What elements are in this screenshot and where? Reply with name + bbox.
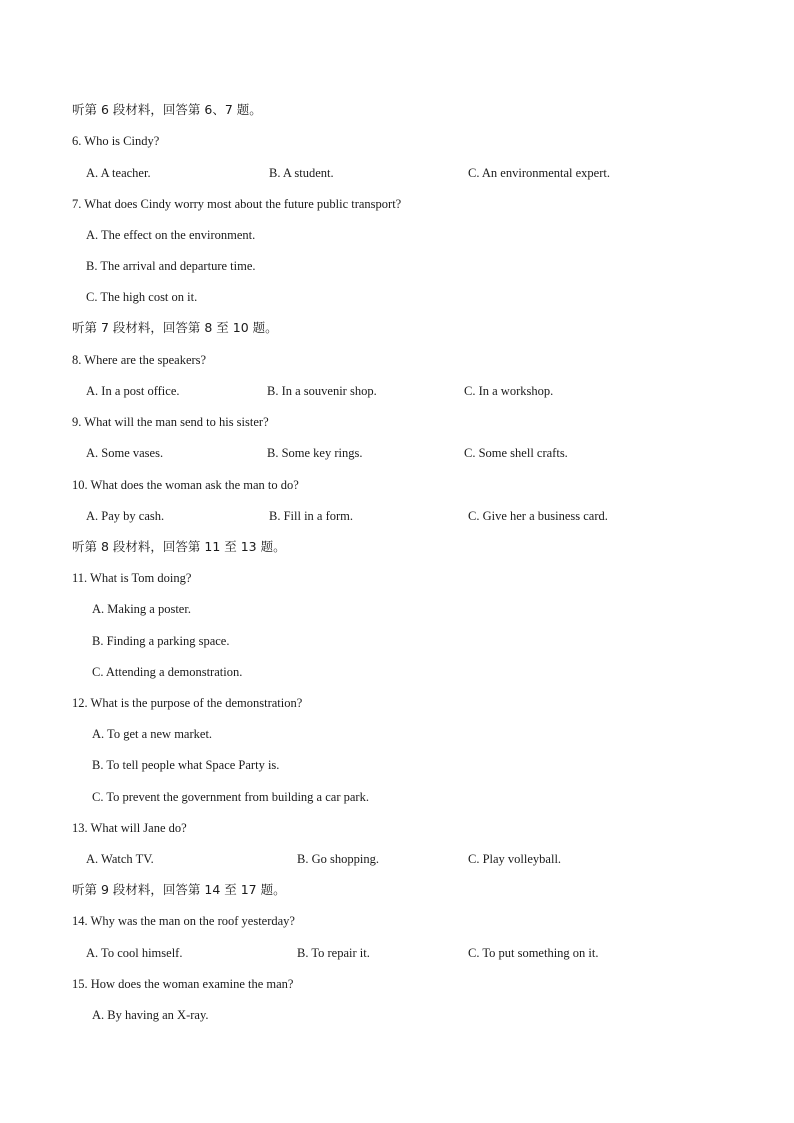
option-a: A. The effect on the environment.: [86, 228, 256, 242]
option-a: A. Making a poster.: [92, 602, 191, 616]
question-stem: 11. What is Tom doing?: [72, 571, 192, 585]
option-c: C. In a workshop.: [464, 384, 554, 398]
option-c: C. To put something on it.: [468, 946, 599, 960]
section-heading: 听第 7 段材料，回答第 8 至 10 题。: [72, 320, 278, 335]
option-c: C. The high cost on it.: [86, 290, 198, 304]
option-b: B. To tell people what Space Party is.: [92, 758, 280, 772]
option-a: A. A teacher.: [86, 166, 151, 180]
option-a: A. To get a new market.: [92, 727, 213, 741]
option-b: B. A student.: [269, 166, 334, 180]
question-stem: 14. Why was the man on the roof yesterday?: [72, 914, 295, 928]
option-a: A. To cool himself.: [86, 946, 183, 960]
question-stem: 7. What does Cindy worry most about the future public transport?: [72, 197, 402, 211]
option-b: B. Finding a parking space.: [92, 634, 230, 648]
question-stem: 8. Where are the speakers?: [72, 353, 207, 367]
option-c: C. Play volleyball.: [468, 852, 562, 866]
option-b: B. The arrival and departure time.: [86, 259, 256, 273]
section-heading: 听第 9 段材料，回答第 14 至 17 题。: [72, 882, 286, 897]
option-a: A. Some vases.: [86, 446, 164, 460]
option-c: C. Give her a business card.: [468, 509, 608, 523]
option-b: B. In a souvenir shop.: [267, 384, 377, 398]
option-b: B. Some key rings.: [267, 446, 363, 460]
option-b: B. Go shopping.: [297, 852, 379, 866]
question-stem: 13. What will Jane do?: [72, 821, 187, 835]
option-b: B. Fill in a form.: [269, 509, 354, 523]
question-stem: 9. What will the man send to his sister?: [72, 415, 269, 429]
option-a: A. In a post office.: [86, 384, 180, 398]
question-stem: 6. Who is Cindy?: [72, 134, 160, 148]
option-c: C. To prevent the government from building a car park.: [92, 790, 369, 804]
question-stem: 12. What is the purpose of the demonstration?: [72, 696, 303, 710]
section-heading: 听第 6 段材料，回答第 6、7 题。: [72, 102, 262, 117]
option-c: C. Attending a demonstration.: [92, 665, 243, 679]
option-a: A. Pay by cash.: [86, 509, 165, 523]
option-a: A. Watch TV.: [86, 852, 154, 866]
option-c: C. Some shell crafts.: [464, 446, 568, 460]
option-c: C. An environmental expert.: [468, 166, 610, 180]
question-stem: 10. What does the woman ask the man to do?: [72, 478, 299, 492]
option-a: A. By having an X-ray.: [92, 1008, 209, 1022]
question-stem: 15. How does the woman examine the man?: [72, 977, 294, 991]
section-heading: 听第 8 段材料，回答第 11 至 13 题。: [72, 539, 286, 554]
option-b: B. To repair it.: [297, 946, 370, 960]
